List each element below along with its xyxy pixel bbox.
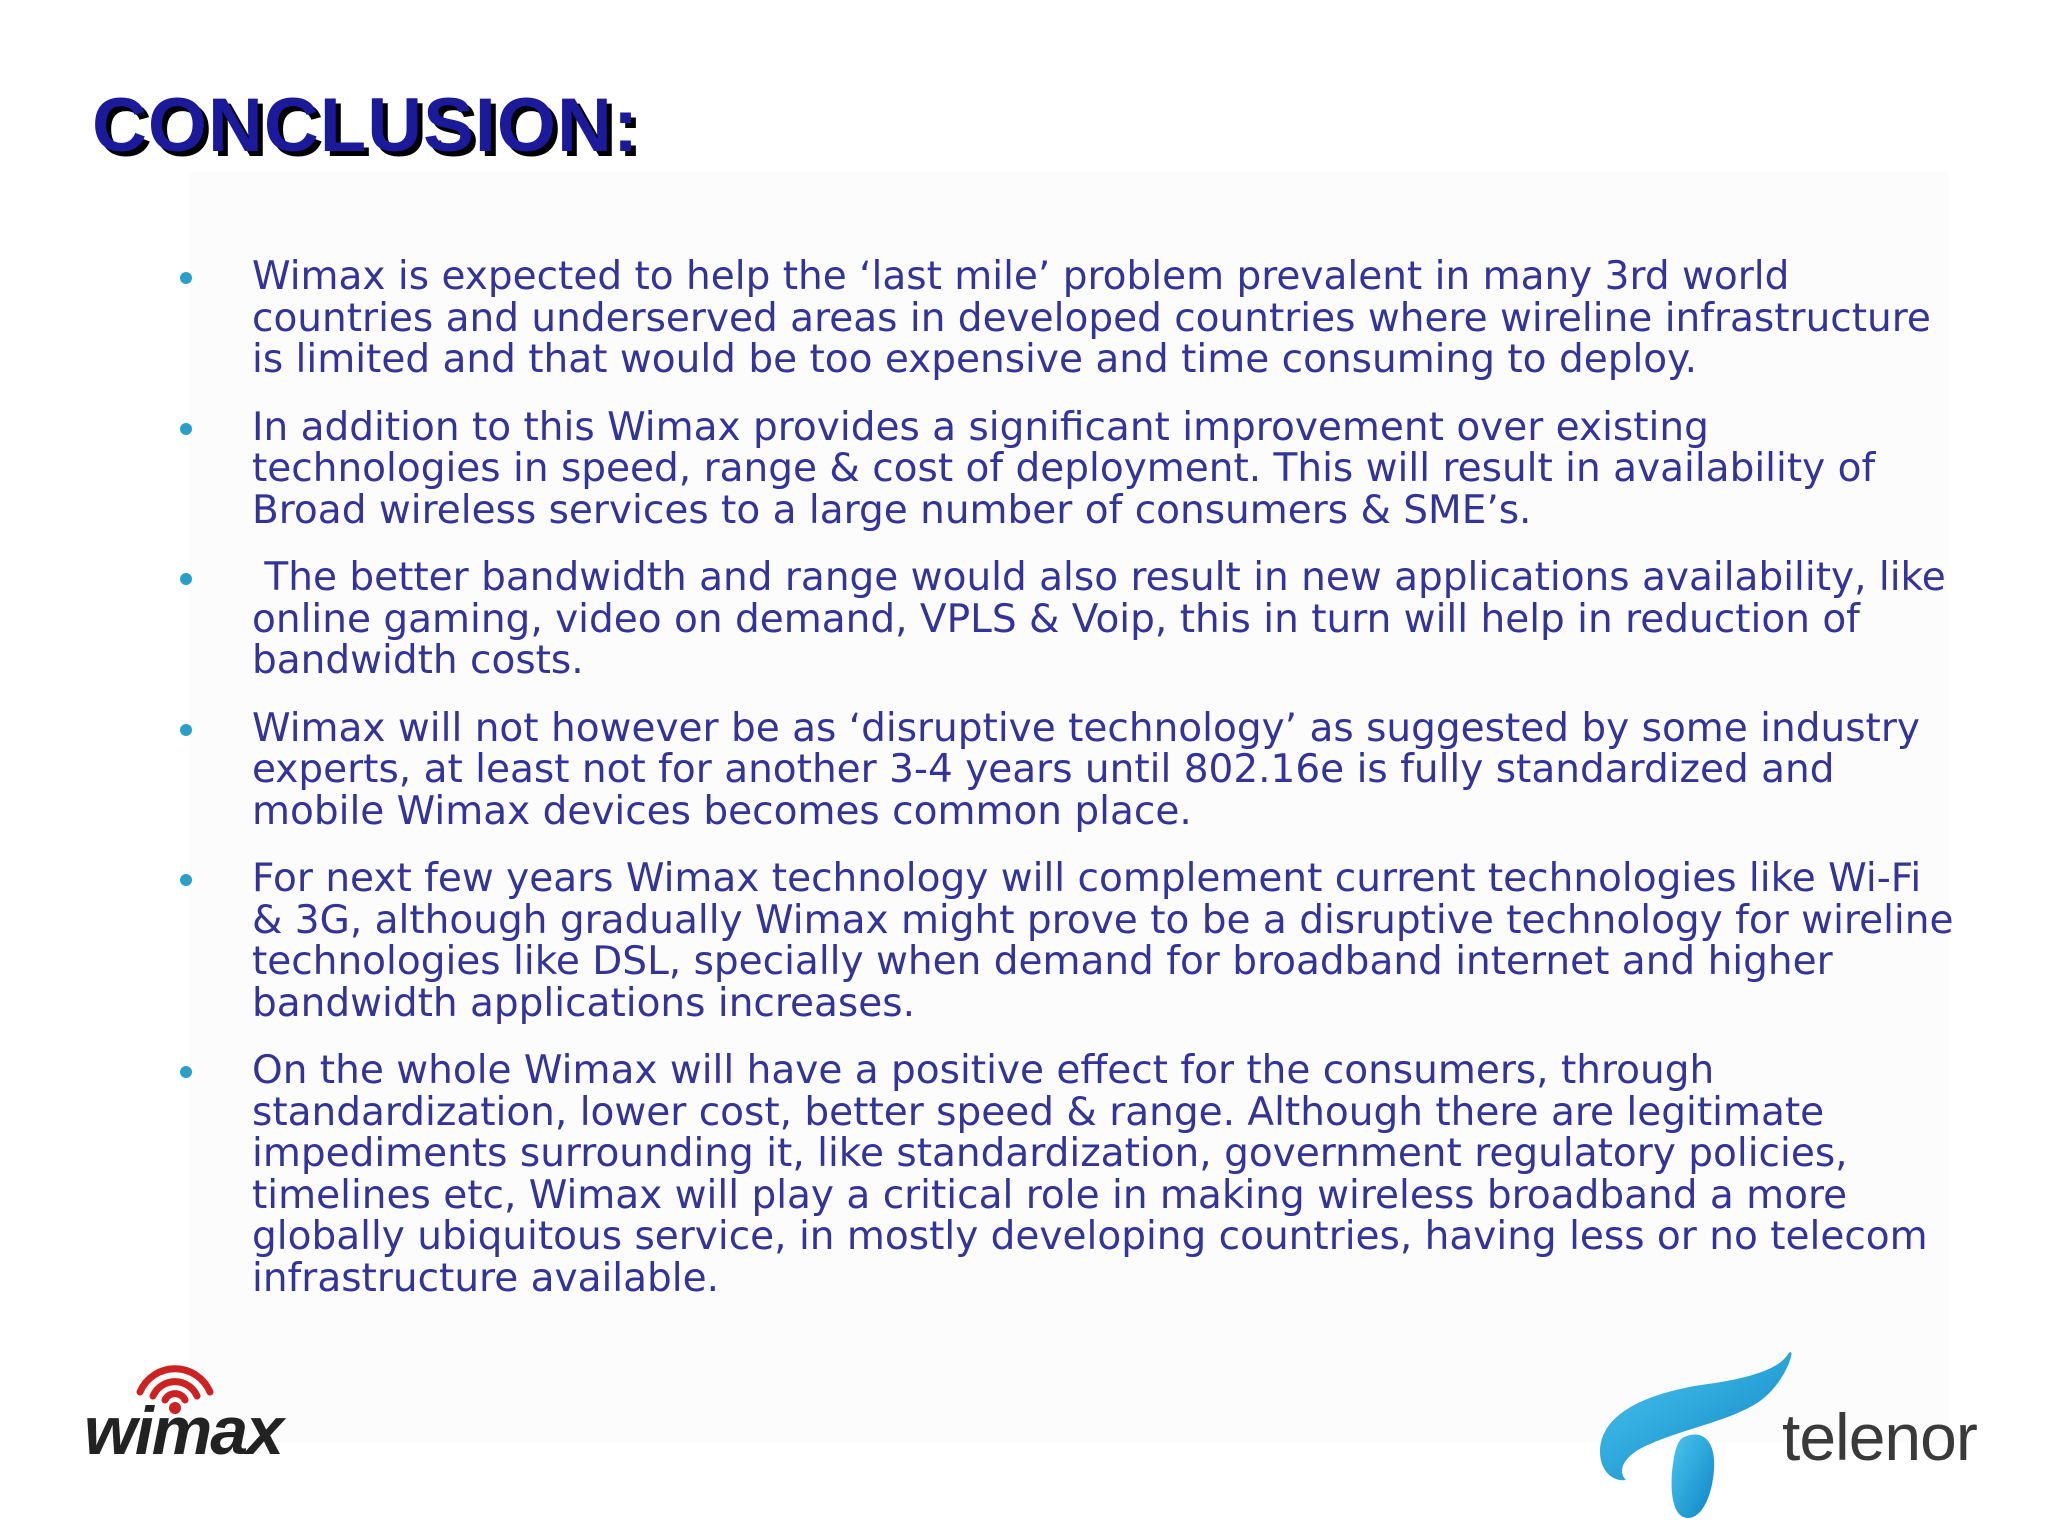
bullet-dot-icon (180, 573, 192, 585)
slide-title: CONCLUSION: (92, 83, 640, 168)
bullet-text: On the whole Wimax will have a positive effect for the consumers, through standardization, lower cost, better speed & range. Although there are legitimate impediments surrounding it, like standardization, government regulatory policies, timelines etc, Wimax will play a critical role in making wireless broadband a more globally ubiquitous service, in mostly developing countries, having less or no telecom infrastructure available. (252, 1048, 1941, 1301)
bullet-list (170, 254, 1966, 1325)
bullet-item (170, 404, 1960, 533)
bullet-text: The better bandwidth and range would also result in new applications availability, like online gaming, video on demand, VPLS & Voip, this in turn will help in reduction of bandwidth costs. (252, 555, 1959, 683)
bullet-item (170, 856, 1966, 1026)
telenor-logo (1590, 1340, 2010, 1525)
telenor-logo-text: telenor (1782, 1400, 1977, 1474)
bullet-item (170, 557, 1960, 682)
bullet-text: For next few years Wimax technology will complement current technologies like Wi-Fi & 3G, although gradually Wimax might prove to be a disruptive technology for wireline technologies like DSL, specially when demand for broadband internet and higher bandwidth applications increases. (252, 856, 1966, 1026)
bullet-dot-icon (180, 272, 192, 284)
wimax-logo (82, 1352, 332, 1462)
bullet-item (170, 1050, 1960, 1299)
telenor-propeller-blade (1672, 1435, 1715, 1518)
bullet-dot-icon (180, 724, 192, 736)
bullet-text: In addition to this Wimax provides a significant improvement over existing technologies in speed, range & cost of deployment. This will result in availability of Broad wireless services to a large number of consumers & SME’s. (252, 404, 1888, 533)
bullet-text: Wimax is expected to help the ‘last mile’ problem prevalent in many 3rd world countries and underserved areas in developed countries where wireline infrastructure is limited and that would be too expensive and time consuming to deploy. (252, 254, 1944, 382)
bullet-dot-icon (180, 423, 192, 435)
bullet-item (170, 705, 1960, 834)
bullet-dot-icon (180, 1066, 192, 1078)
wimax-logo-text: wimax (84, 1393, 282, 1462)
bullet-dot-icon (180, 874, 192, 886)
bullet-text: Wimax will not however be as ‘disruptive technology’ as suggested by some industry experts, at least not for another 3-4 years until 802.16e is fully standardized and mobile Wimax devices becomes common place. (252, 705, 1933, 834)
bullet-item (170, 256, 1960, 381)
